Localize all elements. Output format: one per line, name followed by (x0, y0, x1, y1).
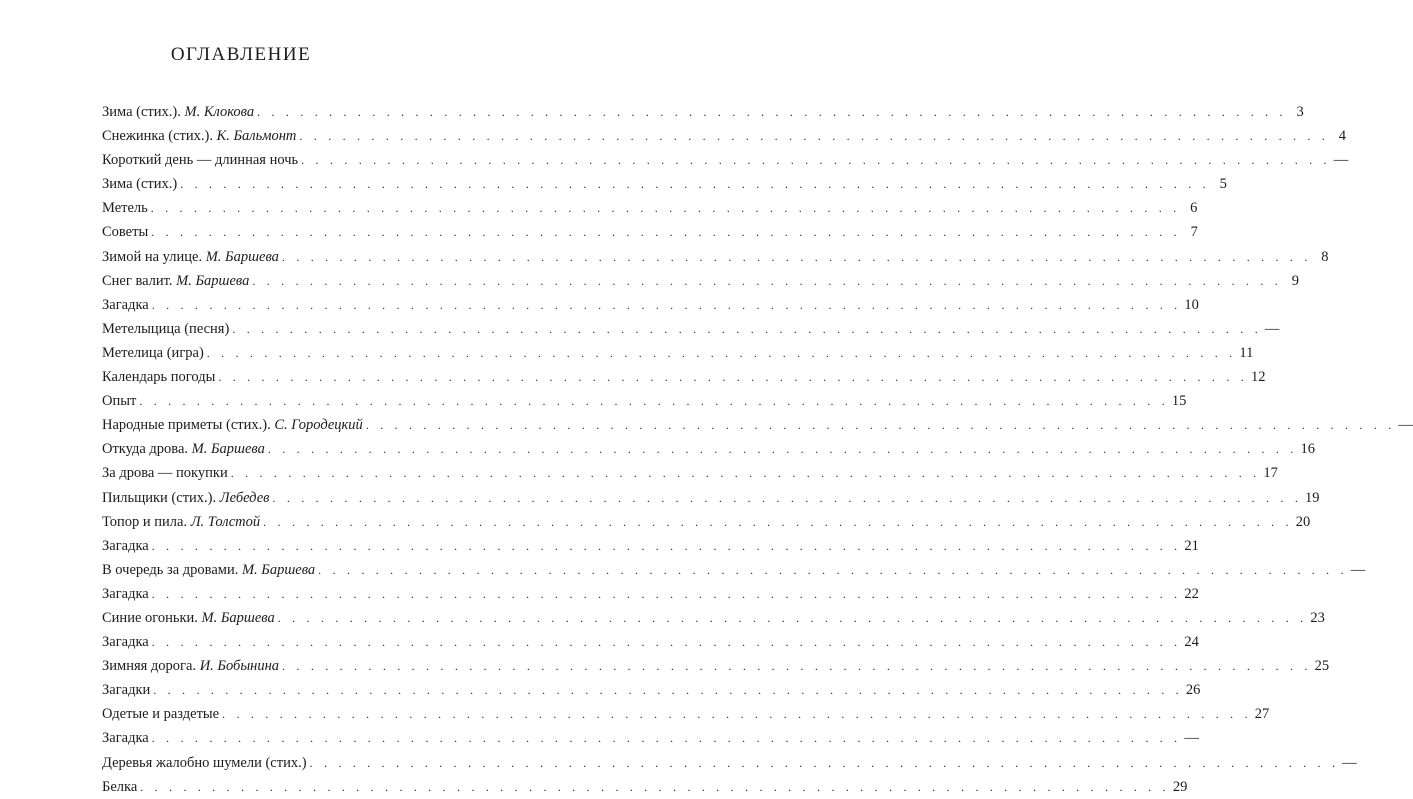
toc-entry-page-number: — (1333, 152, 1349, 169)
toc-entry (102, 220, 1198, 244)
toc-entry-title (102, 630, 149, 654)
toc-entry-page-number: 22 (1184, 585, 1199, 602)
toc-entry-text: Опыт (102, 393, 137, 410)
dot-leader: . . . . . . . . . . . . . . . . . . . . . . . . . . . . . . . . . . . . . . . . . . . . . . . . . . . . . . . . . . . . . . . . . . . . . . . . (299, 129, 1329, 144)
toc-entry-title (102, 678, 150, 702)
toc-entry-text: Народные приметы (стих.). (102, 417, 275, 434)
toc-entry-text: В очередь за дровами. (102, 561, 242, 578)
toc-entry (102, 341, 1254, 365)
dot-leader: . . . . . . . . . . . . . . . . . . . . . . . . . . . . . . . . . . . . . . . . . . . . . . . . . . . . . . . . . . . . . . . . . . . . . . . . (151, 731, 1182, 746)
toc-entry-title (102, 437, 265, 461)
dot-leader: . . . . . . . . . . . . . . . . . . . . . . . . . . . . . . . . . . . . . . . . . . . . . . . . . . . . . . . . . . . . . . . . . . . . . . . . (232, 321, 1262, 336)
toc-entry (102, 317, 1280, 341)
dot-leader: . . . . . . . . . . . . . . . . . . . . . . . . . . . . . . . . . . . . . . . . . . . . . . . . . . . . . . . . . . . . . . . . . . . . . . . . (139, 394, 1169, 409)
dot-leader: . . . . . . . . . . . . . . . . . . . . . . . . . . . . . . . . . . . . . . . . . . . . . . . . . . . . . . . . . . . . . . . . . . . . . . . . (267, 442, 1298, 457)
toc-entry-page-number: 12 (1250, 369, 1266, 386)
toc-entry-text: Деревья жалобно шумели (стих.) (102, 754, 307, 771)
toc-entry-page-number: 26 (1185, 682, 1201, 699)
page-title: ОГЛАВЛЕНИЕ (170, 44, 312, 65)
toc-entry-author: И. Бобынина (199, 658, 280, 675)
toc-entry-author: Лебедев (219, 489, 270, 506)
toc-entry-title (102, 269, 249, 293)
toc-entry (102, 437, 1315, 461)
toc-entry (102, 582, 1199, 606)
toc-entry-title (102, 196, 148, 220)
toc-entry-text: Загадка (102, 585, 149, 602)
toc-entry-page-number: 16 (1300, 441, 1315, 458)
toc-entry (102, 654, 1330, 678)
toc-entry (102, 486, 1320, 510)
table-of-contents (102, 100, 1413, 799)
dot-leader: . . . . . . . . . . . . . . . . . . . . . . . . . . . . . . . . . . . . . . . . . . . . . . . . . . . . . . . . . . . . . . . . . . . . . . . . (151, 297, 1182, 312)
toc-entry (102, 534, 1199, 558)
toc-entry-title (102, 389, 136, 413)
toc-entry-page-number: 11 (1239, 344, 1254, 361)
toc-entry (102, 389, 1187, 413)
toc-entry-title (102, 245, 279, 269)
toc-entry-page-number: 9 (1291, 272, 1299, 289)
toc-entry-title (102, 124, 296, 148)
toc-entry (102, 775, 1188, 799)
toc-entry (102, 751, 1357, 775)
toc-entry (102, 365, 1266, 389)
toc-entry (102, 196, 1198, 220)
dot-leader: . . . . . . . . . . . . . . . . . . . . . . . . . . . . . . . . . . . . . . . . . . . . . . . . . . . . . . . . . . . . . . . . . . . . . . . . (153, 683, 1183, 698)
toc-entry-title (102, 317, 229, 341)
toc-entry-page-number: 8 (1321, 248, 1329, 265)
toc-entry-text: Загадки (102, 682, 151, 699)
toc-entry (102, 148, 1349, 172)
toc-entry (102, 100, 1304, 124)
toc-entry-text: Зимняя дорога. (102, 658, 200, 675)
toc-entry (102, 124, 1346, 148)
toc-entry-author: М. Баршева (205, 248, 279, 265)
toc-entry-page-number: 6 (1190, 200, 1198, 217)
toc-entry-title (102, 293, 149, 317)
dot-leader: . . . . . . . . . . . . . . . . . . . . . . . . . . . . . . . . . . . . . . . . . . . . . . . . . . . . . . . . . . . . . . . . . . . . . . . . (222, 707, 1252, 722)
dot-leader: . . . . . . . . . . . . . . . . . . . . . . . . . . . . . . . . . . . . . . . . . . . . . . . . . . . . . . . . . . . . . . . . . . . . . . . . (151, 538, 1182, 553)
toc-entry-author: С. Городецкий (274, 417, 363, 434)
dot-leader: . . . . . . . . . . . . . . . . . . . . . . . . . . . . . . . . . . . . . . . . . . . . . . . . . . . . . . . . . . . . . . . . . . . . . . . . (151, 635, 1182, 650)
toc-entry (102, 269, 1299, 293)
toc-entry-page-number: 19 (1305, 489, 1320, 506)
toc-entry-author: М. Баршева (241, 561, 316, 578)
dot-leader: . . . . . . . . . . . . . . . . . . . . . . . . . . . . . . . . . . . . . . . . . . . . . . . . . . . . . . . . . . . . . . . . . . . . . . . . (252, 273, 1282, 288)
dot-leader: . . . . . . . . . . . . . . . . . . . . . . . . . . . . . . . . . . . . . . . . . . . . . . . . . . . . . . . . . . . . . . . . . . . . . . . . (140, 779, 1170, 794)
toc-entry-author: К. Бальмонт (216, 128, 297, 145)
toc-entry-title (102, 341, 204, 365)
toc-entry-text: Календарь погоды (102, 369, 216, 386)
toc-entry-author: М. Баршева (201, 609, 275, 626)
toc-entry-page-number: — (1350, 561, 1366, 578)
toc-entry-page-number: 17 (1263, 465, 1278, 482)
toc-entry-title (102, 148, 298, 172)
toc-entry-author: Л. Толстой (190, 513, 261, 530)
toc-entry-text: Синие огоньки. (102, 609, 202, 626)
toc-entry-title (102, 606, 275, 630)
toc-entry-text: Зима (стих.) (102, 176, 178, 193)
toc-entry-author: М. Баршева (176, 272, 250, 289)
toc-entry (102, 245, 1329, 269)
dot-leader: . . . . . . . . . . . . . . . . . . . . . . . . . . . . . . . . . . . . . . . . . . . . . . . . . . . . . . . . . . . . . . . . . . . . . . . . (281, 249, 1312, 264)
toc-entry (102, 678, 1201, 702)
toc-entry-title (102, 172, 177, 196)
dot-leader: . . . . . . . . . . . . . . . . . . . . . . . . . . . . . . . . . . . . . . . . . . . . . . . . . . . . . . . . . . . . . . . . . . . . . . . . (206, 345, 1237, 360)
toc-entry-text: Загадка (102, 296, 149, 313)
toc-entry-title (102, 582, 149, 606)
toc-entry-page-number: 20 (1295, 513, 1311, 530)
toc-entry-text: Загадка (102, 634, 149, 651)
dot-leader: . . . . . . . . . . . . . . . . . . . . . . . . . . . . . . . . . . . . . . . . . . . . . . . . . . . . . . . . . . . . . . . . . . . . . . . . (309, 755, 1340, 770)
toc-entry-page-number: — (1398, 417, 1413, 434)
toc-entry-text: Белка (102, 778, 138, 795)
toc-entry-text: Короткий день — длинная ночь (102, 152, 299, 169)
toc-entry-page-number: 23 (1310, 609, 1325, 626)
toc-entry-page-number: 15 (1171, 393, 1187, 410)
dot-leader: . . . . . . . . . . . . . . . . . . . . . . . . . . . . . . . . . . . . . . . . . . . . . . . . . . . . . . . . . . . . . . . . . . . . . . . . (151, 225, 1181, 240)
toc-entry-page-number: 25 (1314, 658, 1330, 675)
toc-entry-title (102, 751, 307, 775)
toc-entry-title (102, 365, 215, 389)
toc-entry-page-number: 3 (1296, 104, 1304, 120)
toc-entry-page-number: — (1264, 320, 1280, 337)
toc-entry-page-number: 10 (1184, 296, 1199, 313)
toc-entry-author: М. Баршева (191, 441, 265, 458)
toc-entry-text: Метель (102, 200, 148, 217)
toc-entry-text: За дрова — покупки (102, 465, 228, 482)
toc-entry-text: Метелыцица (песня) (102, 320, 230, 337)
toc-entry (102, 726, 1199, 750)
toc-entry-text: Топор и пила. (102, 513, 191, 530)
toc-entry-title (102, 775, 137, 799)
toc-entry-text: Пильщики (стих.). (102, 489, 220, 506)
toc-entry-text: Зимой на улице. (102, 248, 206, 265)
toc-entry (102, 293, 1199, 317)
dot-leader: . . . . . . . . . . . . . . . . . . . . . . . . . . . . . . . . . . . . . . . . . . . . . . . . . . . . . . . . . . . . . . . . . . . . . . . . (282, 659, 1312, 674)
toc-entry-page-number: — (1184, 730, 1199, 747)
toc-entry-title (102, 461, 228, 485)
toc-entry-page-number: 5 (1219, 176, 1227, 193)
dot-leader: . . . . . . . . . . . . . . . . . . . . . . . . . . . . . . . . . . . . . . . . . . . . . . . . . . . . . . . . . . . . . . . . . . . . . . . . (263, 514, 1293, 529)
toc-entry (102, 630, 1199, 654)
toc-entry-text: Загадка (102, 730, 149, 747)
toc-entry-title (102, 534, 149, 558)
toc-entry-title (102, 220, 148, 244)
toc-entry-text: Метелица (игра) (102, 344, 204, 361)
dot-leader: . . . . . . . . . . . . . . . . . . . . . . . . . . . . . . . . . . . . . . . . . . . . . . . . . . . . . . . . . . . . . . . . . . . . . . . . (230, 466, 1261, 481)
toc-entry (102, 461, 1278, 485)
dot-leader: . . . . . . . . . . . . . . . . . . . . . . . . . . . . . . . . . . . . . . . . . . . . . . . . . . . . . . . . . . . . . . . . . . . . . . . . (277, 610, 1308, 625)
toc-entry-page-number: 24 (1184, 634, 1199, 651)
toc-entry (102, 510, 1311, 534)
toc-entry-title (102, 558, 315, 582)
toc-entry (102, 606, 1325, 630)
dot-leader: . . . . . . . . . . . . . . . . . . . . . . . . . . . . . . . . . . . . . . . . . . . . . . . . . . . . . . . . . . . . . . . . . . . . . . . . (365, 418, 1396, 433)
toc-entry-page-number: 7 (1190, 224, 1198, 241)
toc-entry-title (102, 486, 269, 510)
toc-entry-page-number: 4 (1338, 128, 1346, 145)
toc-entry-title (102, 100, 254, 124)
toc-entry-text: Снежинка (стих.). (102, 128, 217, 145)
toc-entry-text: Откуда дрова. (102, 441, 192, 458)
dot-leader: . . . . . . . . . . . . . . . . . . . . . . . . . . . . . . . . . . . . . . . . . . . . . . . . . . . . . . . . . . . . . . . . . . . . . . . . (257, 105, 1287, 119)
dot-leader: . . . . . . . . . . . . . . . . . . . . . . . . . . . . . . . . . . . . . . . . . . . . . . . . . . . . . . . . . . . . . . . . . . . . . . . . (301, 153, 1331, 168)
toc-entry-page-number: — (1342, 754, 1357, 771)
toc-entry-page-number: 29 (1172, 778, 1188, 795)
toc-entry-title (102, 702, 219, 726)
dot-leader: . . . . . . . . . . . . . . . . . . . . . . . . . . . . . . . . . . . . . . . . . . . . . . . . . . . . . . . . . . . . . . . . . . . . . . . . (151, 586, 1182, 601)
toc-entry-text: Советы (102, 224, 149, 241)
dot-leader: . . . . . . . . . . . . . . . . . . . . . . . . . . . . . . . . . . . . . . . . . . . . . . . . . . . . . . . . . . . . . . . . . . . . . . . . (272, 490, 1303, 505)
toc-entry-page-number: 27 (1254, 706, 1270, 723)
dot-leader: . . . . . . . . . . . . . . . . . . . . . . . . . . . . . . . . . . . . . . . . . . . . . . . . . . . . . . . . . . . . . . . . . . . . . . . . (150, 201, 1181, 216)
toc-entry-text: Снег валит. (102, 272, 177, 289)
toc-entry-text: Одетые и раздетые (102, 706, 220, 723)
toc-entry-title (102, 654, 279, 678)
dot-leader: . . . . . . . . . . . . . . . . . . . . . . . . . . . . . . . . . . . . . . . . . . . . . . . . . . . . . . . . . . . . . . . . . . . . . . . . (318, 562, 1348, 577)
toc-entry (102, 172, 1227, 196)
dot-leader: . . . . . . . . . . . . . . . . . . . . . . . . . . . . . . . . . . . . . . . . . . . . . . . . . . . . . . . . . . . . . . . . . . . . . . . . (180, 177, 1210, 192)
toc-entry-title (102, 510, 260, 534)
toc-entry-title (102, 413, 363, 437)
toc-entry (102, 702, 1270, 726)
toc-entry (102, 413, 1413, 437)
dot-leader: . . . . . . . . . . . . . . . . . . . . . . . . . . . . . . . . . . . . . . . . . . . . . . . . . . . . . . . . . . . . . . . . . . . . . . . . (218, 370, 1248, 385)
toc-entry-page-number: 21 (1184, 537, 1199, 554)
toc-entry-title (102, 726, 149, 750)
toc-entry-text: Зима (стих.). (102, 104, 185, 120)
toc-entry (102, 558, 1366, 582)
toc-entry-text: Загадка (102, 537, 149, 554)
toc-entry-author: М. Клокова (184, 104, 255, 120)
